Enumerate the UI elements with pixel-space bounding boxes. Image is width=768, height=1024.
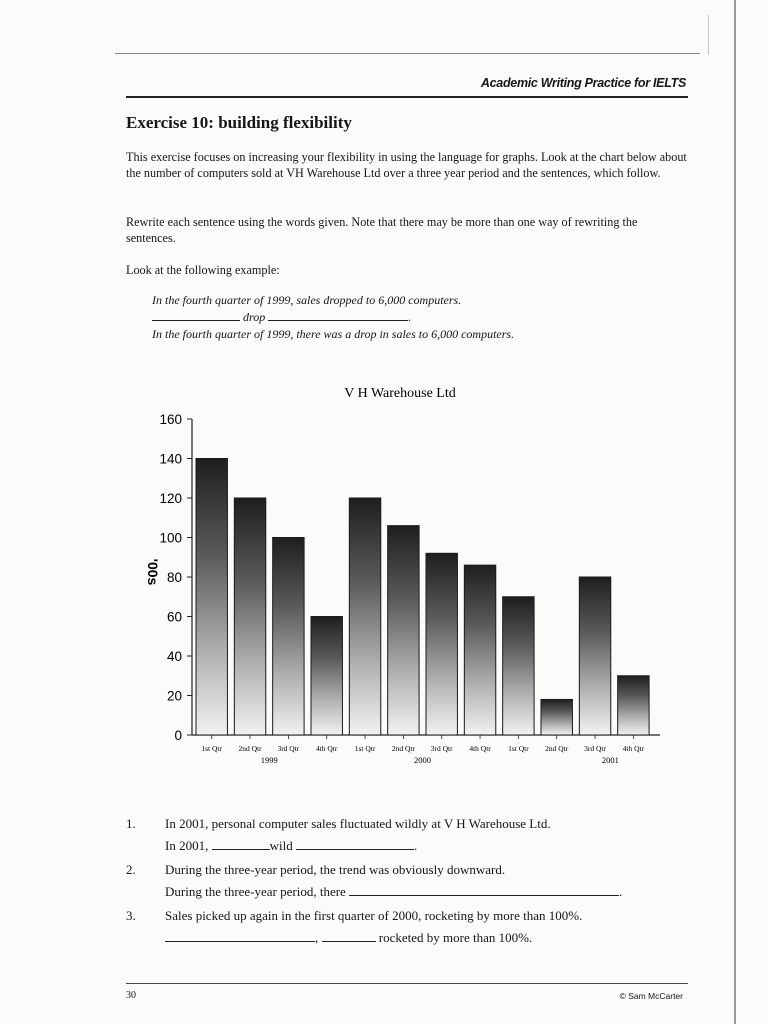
prompt-start: In 2001, (165, 838, 209, 853)
x-tick-label: 3rd Qtr (277, 744, 300, 753)
question-number: 2. (126, 862, 136, 877)
answer-blank (152, 309, 240, 321)
answer-blank (322, 930, 376, 942)
x-tick-label: 1st Qtr (508, 744, 529, 753)
question-number: 3. (126, 908, 136, 923)
prompt-word: wild (269, 838, 293, 853)
running-head: Academic Writing Practice for IELTS (480, 76, 686, 90)
copyright: © Sam McCarter (619, 991, 683, 1001)
y-tick-label: 100 (159, 530, 182, 546)
example-sentence: In the fourth quarter of 1999, sales dropped to 6,000 computers. (152, 293, 462, 307)
bar-9 (503, 597, 534, 735)
question-prompt (165, 838, 417, 854)
bar-8 (464, 565, 495, 735)
example-prompt: drop . (152, 309, 411, 325)
bar-12 (618, 676, 649, 735)
x-tick-label: 3rd Qtr (584, 744, 606, 753)
y-tick-label: 0 (174, 728, 182, 743)
bar-11 (579, 577, 610, 735)
y-tick-label: 80 (166, 570, 182, 585)
question-sentence: In 2001, personal computer sales fluctuated wildly at V H Warehouse Ltd. (165, 816, 551, 831)
bar-5 (349, 498, 380, 735)
y-tick-label: 120 (159, 491, 182, 506)
bar-7 (426, 553, 457, 735)
intro-paragraph: This exercise focuses on increasing your flexibility in using the language for graphs. Look at the chart below about the number of computers sold at VH Warehouse Ltd over a three year period and the sentences, which follow. (126, 150, 687, 180)
prompt-end: . (619, 884, 623, 899)
answer-blank (349, 884, 619, 896)
bar-10 (541, 699, 572, 735)
page-number: 30 (126, 990, 136, 1001)
instruction-paragraph: Rewrite each sentence using the words given. Note that there may be more than one way of rewriting the sentences. (126, 215, 638, 245)
answer-blank (296, 838, 414, 850)
x-tick-label: 4th Qtr (469, 744, 491, 753)
x-tick-label: 2nd Qtr (545, 744, 569, 753)
page-title: Exercise 10: building flexibility (126, 113, 352, 132)
bar-4 (311, 617, 342, 736)
bar-6 (388, 526, 419, 735)
x-tick-label: 2nd Qtr (391, 744, 415, 753)
chart-y-axis-label: '00s (145, 558, 161, 586)
y-tick-label: 160 (159, 412, 182, 427)
bar-2 (234, 498, 265, 735)
chart-title: V H Warehouse Ltd (344, 386, 456, 401)
top-rule (115, 53, 700, 54)
prompt-end: . (413, 838, 418, 853)
bar-1 (196, 459, 227, 736)
prompt-separator: , (315, 930, 319, 945)
example-lead: Look at the following example: (126, 263, 280, 277)
year-label: 1999 (260, 755, 278, 765)
question-sentence: Sales picked up again in the first quarter of 2000, rocketing by more than 100%. (165, 908, 583, 923)
x-tick-label: 1st Qtr (201, 744, 223, 753)
prompt-end: rocketed by more than 100%. (378, 930, 533, 945)
answer-blank (268, 309, 408, 321)
x-tick-label: 2nd Qtr (238, 744, 262, 753)
sales-bar-chart (130, 375, 670, 775)
answer-blank (212, 838, 270, 850)
x-tick-label: 1st Qtr (354, 744, 376, 753)
y-tick-label: 40 (166, 649, 182, 664)
footer-rule (126, 983, 688, 984)
x-tick-label: 3rd Qtr (430, 744, 453, 753)
prompt-start: During the three-year period, there (165, 884, 346, 899)
example-answer: In the fourth quarter of 1999, there was a drop in sales to 6,000 computers. (152, 327, 515, 341)
answer-blank (165, 930, 315, 942)
y-tick-label: 20 (166, 688, 182, 704)
x-tick-label: 4th Qtr (315, 744, 338, 753)
example-prompt-word: drop (243, 310, 266, 324)
question-number: 1. (126, 816, 136, 831)
y-tick-label: 140 (159, 451, 182, 467)
question-sentence: During the three-year period, the trend was obviously downward. (165, 862, 506, 877)
bar-3 (273, 538, 304, 736)
y-tick-label: 60 (166, 609, 182, 625)
page-edge (734, 0, 736, 1024)
x-tick-label: 4th Qtr (622, 744, 645, 753)
header-rule (126, 96, 688, 98)
page-edge-mark (708, 15, 709, 55)
year-label: 2000 (414, 755, 432, 765)
question-prompt (165, 930, 532, 946)
year-label: 2001 (601, 755, 619, 765)
question-prompt (165, 884, 622, 900)
